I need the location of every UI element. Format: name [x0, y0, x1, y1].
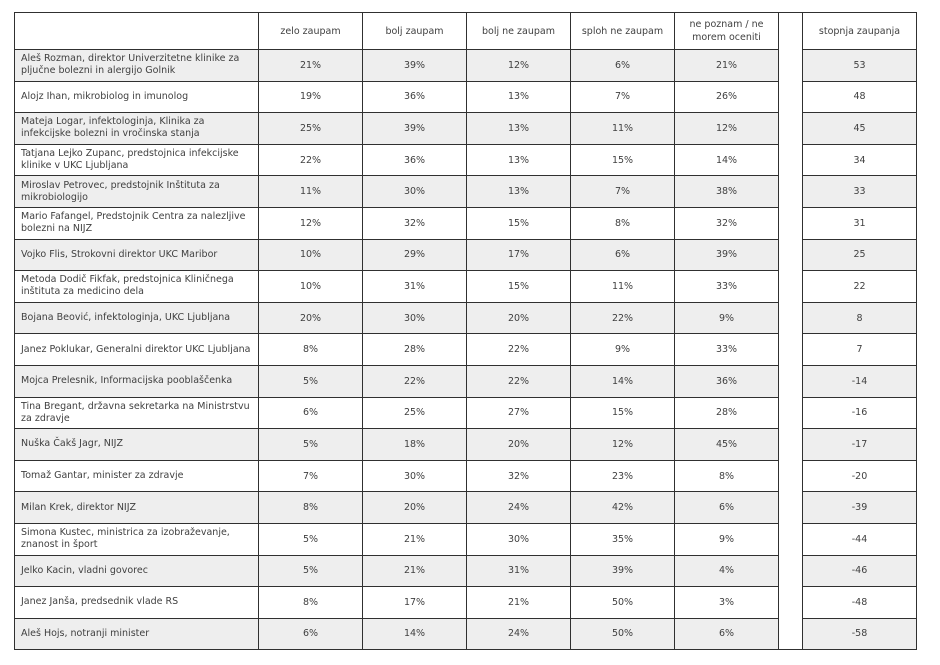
table-row [15, 365, 917, 397]
spacer-cell [779, 492, 803, 524]
stopnja-zaupanja-cell: -14 [803, 365, 917, 397]
sploh-ne-zaupam-cell: 6% [571, 50, 675, 82]
bolj-ne-zaupam-cell: 15% [467, 207, 571, 239]
sploh-ne-zaupam-cell: 8% [571, 207, 675, 239]
person-name-cell: Tomaž Gantar, minister za zdravje [15, 460, 259, 492]
bolj-zaupam-cell: 31% [363, 271, 467, 303]
stopnja-zaupanja-cell: 53 [803, 50, 917, 82]
table-row [15, 302, 917, 334]
zelo-zaupam-cell: 5% [259, 555, 363, 587]
sploh-ne-zaupam-cell: 7% [571, 176, 675, 208]
bolj-zaupam-cell: 28% [363, 334, 467, 366]
zelo-zaupam-cell: 21% [259, 50, 363, 82]
spacer-cell [779, 365, 803, 397]
header-sploh-ne-zaupam: sploh ne zaupam [571, 13, 675, 50]
ne-poznam-cell: 9% [675, 523, 779, 555]
stopnja-zaupanja-cell: -44 [803, 523, 917, 555]
bolj-zaupam-cell: 30% [363, 460, 467, 492]
bolj-ne-zaupam-cell: 32% [467, 460, 571, 492]
ne-poznam-cell: 21% [675, 50, 779, 82]
spacer-cell [779, 144, 803, 176]
table-row [15, 113, 917, 145]
bolj-zaupam-cell: 21% [363, 555, 467, 587]
bolj-zaupam-cell: 30% [363, 302, 467, 334]
person-name-cell: Tatjana Lejko Zupanc, predstojnica infekcijske klinike v UKC Ljubljana [15, 144, 259, 176]
bolj-zaupam-cell: 25% [363, 397, 467, 429]
sploh-ne-zaupam-cell: 9% [571, 334, 675, 366]
bolj-zaupam-cell: 17% [363, 587, 467, 619]
zelo-zaupam-cell: 22% [259, 144, 363, 176]
zelo-zaupam-cell: 19% [259, 81, 363, 113]
spacer-cell [779, 176, 803, 208]
bolj-zaupam-cell: 39% [363, 50, 467, 82]
stopnja-zaupanja-cell: 7 [803, 334, 917, 366]
sploh-ne-zaupam-cell: 15% [571, 397, 675, 429]
stopnja-zaupanja-cell: 22 [803, 271, 917, 303]
bolj-ne-zaupam-cell: 13% [467, 113, 571, 145]
bolj-zaupam-cell: 21% [363, 523, 467, 555]
sploh-ne-zaupam-cell: 11% [571, 113, 675, 145]
bolj-ne-zaupam-cell: 31% [467, 555, 571, 587]
spacer-cell [779, 50, 803, 82]
stopnja-zaupanja-cell: -16 [803, 397, 917, 429]
header-ne-poznam: ne poznam / ne morem oceniti [675, 13, 779, 50]
spacer-cell [779, 618, 803, 650]
sploh-ne-zaupam-cell: 50% [571, 587, 675, 619]
stopnja-zaupanja-cell: -20 [803, 460, 917, 492]
zelo-zaupam-cell: 7% [259, 460, 363, 492]
sploh-ne-zaupam-cell: 11% [571, 271, 675, 303]
table-row [15, 555, 917, 587]
bolj-zaupam-cell: 20% [363, 492, 467, 524]
table-row [15, 429, 917, 461]
zelo-zaupam-cell: 5% [259, 523, 363, 555]
ne-poznam-cell: 28% [675, 397, 779, 429]
spacer-column [779, 13, 803, 50]
sploh-ne-zaupam-cell: 12% [571, 429, 675, 461]
stopnja-zaupanja-cell: -17 [803, 429, 917, 461]
sploh-ne-zaupam-cell: 15% [571, 144, 675, 176]
bolj-zaupam-cell: 29% [363, 239, 467, 271]
table-row [15, 176, 917, 208]
person-name-cell: Janez Janša, predsednik vlade RS [15, 587, 259, 619]
stopnja-zaupanja-cell: 25 [803, 239, 917, 271]
sploh-ne-zaupam-cell: 42% [571, 492, 675, 524]
ne-poznam-cell: 38% [675, 176, 779, 208]
person-name-cell: Milan Krek, direktor NIJZ [15, 492, 259, 524]
ne-poznam-cell: 6% [675, 492, 779, 524]
sploh-ne-zaupam-cell: 7% [571, 81, 675, 113]
person-name-cell: Mateja Logar, infektologinja, Klinika za infekcijske bolezni in vročinska stanja [15, 113, 259, 145]
bolj-ne-zaupam-cell: 24% [467, 618, 571, 650]
table-row [15, 50, 917, 82]
sploh-ne-zaupam-cell: 6% [571, 239, 675, 271]
person-name-cell: Simona Kustec, ministrica za izobraževanje, znanost in šport [15, 523, 259, 555]
zelo-zaupam-cell: 8% [259, 587, 363, 619]
zelo-zaupam-cell: 6% [259, 618, 363, 650]
table-row [15, 587, 917, 619]
stopnja-zaupanja-cell: 33 [803, 176, 917, 208]
spacer-cell [779, 460, 803, 492]
bolj-ne-zaupam-cell: 13% [467, 144, 571, 176]
bolj-ne-zaupam-cell: 20% [467, 302, 571, 334]
person-name-cell: Metoda Dodič Fikfak, predstojnica Kliničnega inštituta za medicino dela [15, 271, 259, 303]
table-row [15, 271, 917, 303]
stopnja-zaupanja-cell: -46 [803, 555, 917, 587]
zelo-zaupam-cell: 10% [259, 239, 363, 271]
zelo-zaupam-cell: 8% [259, 334, 363, 366]
zelo-zaupam-cell: 10% [259, 271, 363, 303]
person-name-cell: Tina Bregant, državna sekretarka na Ministrstvu za zdravje [15, 397, 259, 429]
ne-poznam-cell: 45% [675, 429, 779, 461]
person-name-cell: Miroslav Petrovec, predstojnik Inštituta za mikrobiologijo [15, 176, 259, 208]
stopnja-zaupanja-cell: -58 [803, 618, 917, 650]
zelo-zaupam-cell: 8% [259, 492, 363, 524]
bolj-ne-zaupam-cell: 13% [467, 81, 571, 113]
person-name-cell: Bojana Beović, infektologinja, UKC Ljubljana [15, 302, 259, 334]
person-name-cell: Aleš Rozman, direktor Univerzitetne klinike za pljučne bolezni in alergijo Golnik [15, 50, 259, 82]
header-row [15, 13, 917, 50]
ne-poznam-cell: 36% [675, 365, 779, 397]
bolj-zaupam-cell: 36% [363, 144, 467, 176]
spacer-cell [779, 334, 803, 366]
header-stopnja-zaupanja: stopnja zaupanja [803, 13, 917, 50]
stopnja-zaupanja-cell: 8 [803, 302, 917, 334]
stopnja-zaupanja-cell: 31 [803, 207, 917, 239]
bolj-zaupam-cell: 22% [363, 365, 467, 397]
table-row [15, 81, 917, 113]
table-row [15, 523, 917, 555]
person-name-cell: Mojca Prelesnik, Informacijska pooblaščenka [15, 365, 259, 397]
ne-poznam-cell: 33% [675, 334, 779, 366]
zelo-zaupam-cell: 11% [259, 176, 363, 208]
header-zelo-zaupam: zelo zaupam [259, 13, 363, 50]
table-row [15, 239, 917, 271]
header-bolj-ne-zaupam: bolj ne zaupam [467, 13, 571, 50]
table-row [15, 492, 917, 524]
zelo-zaupam-cell: 5% [259, 429, 363, 461]
ne-poznam-cell: 32% [675, 207, 779, 239]
header-bolj-zaupam: bolj zaupam [363, 13, 467, 50]
table-row [15, 144, 917, 176]
bolj-ne-zaupam-cell: 27% [467, 397, 571, 429]
spacer-cell [779, 239, 803, 271]
ne-poznam-cell: 9% [675, 302, 779, 334]
zelo-zaupam-cell: 25% [259, 113, 363, 145]
spacer-cell [779, 207, 803, 239]
trust-table [14, 12, 917, 650]
table-row [15, 460, 917, 492]
zelo-zaupam-cell: 6% [259, 397, 363, 429]
bolj-ne-zaupam-cell: 20% [467, 429, 571, 461]
spacer-cell [779, 397, 803, 429]
bolj-zaupam-cell: 18% [363, 429, 467, 461]
sploh-ne-zaupam-cell: 14% [571, 365, 675, 397]
spacer-cell [779, 302, 803, 334]
person-name-cell: Alojz Ihan, mikrobiolog in imunolog [15, 81, 259, 113]
spacer-cell [779, 523, 803, 555]
ne-poznam-cell: 6% [675, 618, 779, 650]
sploh-ne-zaupam-cell: 23% [571, 460, 675, 492]
bolj-ne-zaupam-cell: 22% [467, 334, 571, 366]
bolj-ne-zaupam-cell: 15% [467, 271, 571, 303]
zelo-zaupam-cell: 20% [259, 302, 363, 334]
spacer-cell [779, 271, 803, 303]
spacer-cell [779, 113, 803, 145]
person-name-cell: Vojko Flis, Strokovni direktor UKC Maribor [15, 239, 259, 271]
table-row [15, 397, 917, 429]
stopnja-zaupanja-cell: 45 [803, 113, 917, 145]
stopnja-zaupanja-cell: -48 [803, 587, 917, 619]
spacer-cell [779, 81, 803, 113]
ne-poznam-cell: 33% [675, 271, 779, 303]
stopnja-zaupanja-cell: -39 [803, 492, 917, 524]
stopnja-zaupanja-cell: 34 [803, 144, 917, 176]
bolj-ne-zaupam-cell: 21% [467, 587, 571, 619]
spacer-cell [779, 587, 803, 619]
bolj-ne-zaupam-cell: 17% [467, 239, 571, 271]
bolj-ne-zaupam-cell: 30% [467, 523, 571, 555]
ne-poznam-cell: 14% [675, 144, 779, 176]
table-row [15, 334, 917, 366]
bolj-zaupam-cell: 30% [363, 176, 467, 208]
person-name-cell: Nuška Čakš Jagr, NIJZ [15, 429, 259, 461]
table-row [15, 207, 917, 239]
spacer-cell [779, 555, 803, 587]
zelo-zaupam-cell: 5% [259, 365, 363, 397]
ne-poznam-cell: 8% [675, 460, 779, 492]
ne-poznam-cell: 4% [675, 555, 779, 587]
person-name-cell: Janez Poklukar, Generalni direktor UKC Ljubljana [15, 334, 259, 366]
bolj-ne-zaupam-cell: 24% [467, 492, 571, 524]
ne-poznam-cell: 12% [675, 113, 779, 145]
ne-poznam-cell: 39% [675, 239, 779, 271]
bolj-zaupam-cell: 32% [363, 207, 467, 239]
person-name-cell: Jelko Kacin, vladni govorec [15, 555, 259, 587]
spacer-cell [779, 429, 803, 461]
person-name-cell: Mario Fafangel, Predstojnik Centra za nalezljive bolezni na NIJZ [15, 207, 259, 239]
trust-table-container [14, 12, 917, 650]
bolj-ne-zaupam-cell: 22% [467, 365, 571, 397]
sploh-ne-zaupam-cell: 50% [571, 618, 675, 650]
bolj-ne-zaupam-cell: 12% [467, 50, 571, 82]
sploh-ne-zaupam-cell: 22% [571, 302, 675, 334]
ne-poznam-cell: 26% [675, 81, 779, 113]
sploh-ne-zaupam-cell: 39% [571, 555, 675, 587]
ne-poznam-cell: 3% [675, 587, 779, 619]
bolj-zaupam-cell: 39% [363, 113, 467, 145]
stopnja-zaupanja-cell: 48 [803, 81, 917, 113]
bolj-zaupam-cell: 36% [363, 81, 467, 113]
bolj-ne-zaupam-cell: 13% [467, 176, 571, 208]
zelo-zaupam-cell: 12% [259, 207, 363, 239]
sploh-ne-zaupam-cell: 35% [571, 523, 675, 555]
bolj-zaupam-cell: 14% [363, 618, 467, 650]
corner-cell [15, 13, 259, 50]
table-row [15, 618, 917, 650]
person-name-cell: Aleš Hojs, notranji minister [15, 618, 259, 650]
